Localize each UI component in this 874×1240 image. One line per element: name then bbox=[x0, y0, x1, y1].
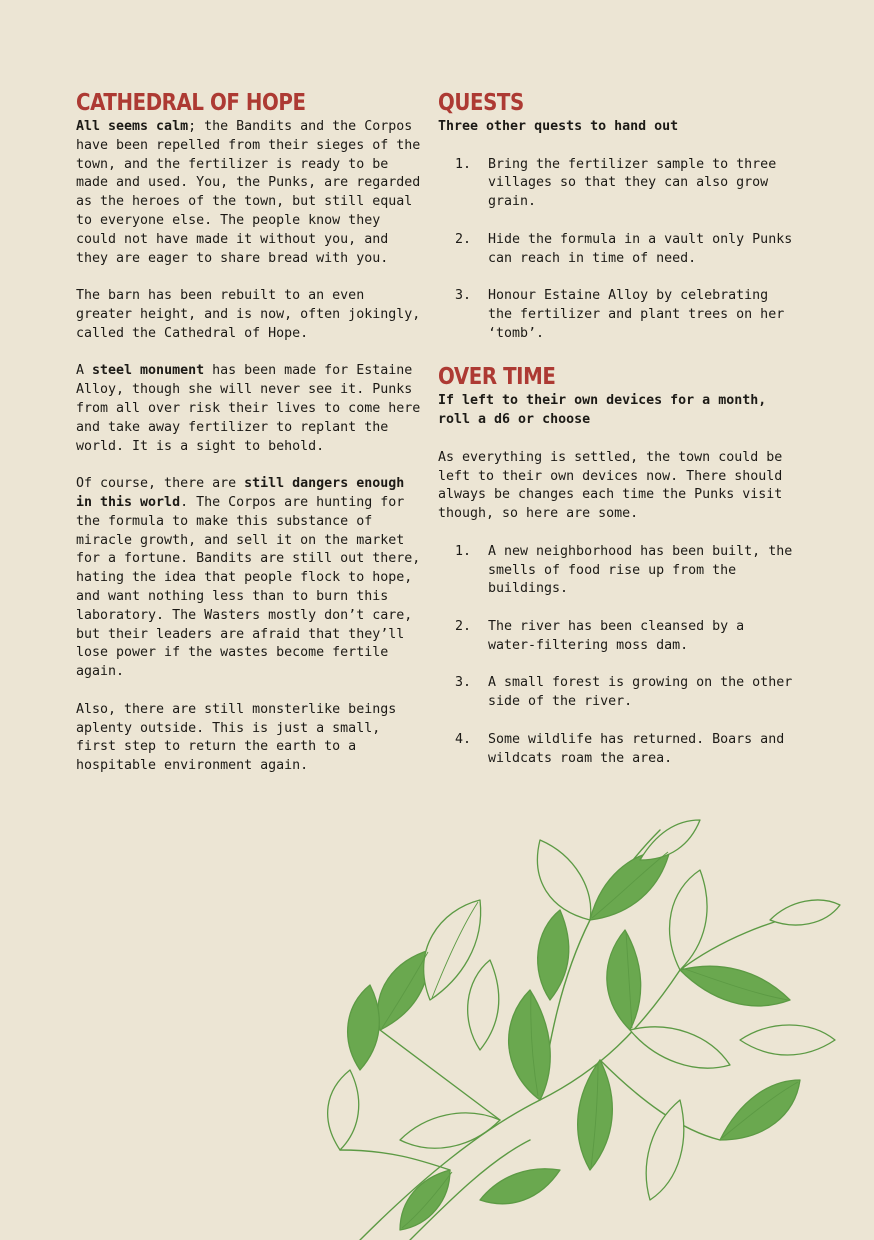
list-item: 2. The river has been cleansed by a water-filtering moss dam. bbox=[455, 618, 745, 653]
quests-list bbox=[438, 156, 798, 344]
left-column bbox=[76, 88, 421, 795]
paragraph-monsters: Also, there are still monsterlike beings aplenty outside. This is just a small, first step to return the earth to a hospitable environment again. bbox=[76, 701, 397, 774]
paragraph-dangers: Of course, there are still dangers enough in this world. The Corpos are hunting for the formula to make this substance of miracle growth, and sell it on the market for a fortune. Bandits are still out there, hating the idea that people flock to hope, and want nothing less than to burn this laboratory. The Wasters mostly don’t care, but their leaders are afraid that they’ll lose power if the wastes become fertile again. bbox=[76, 476, 421, 680]
list-item: 2. Hide the formula in a vault only Punks can reach in time of need. bbox=[455, 231, 793, 266]
list-item: 1. A new neighborhood has been built, the smells of food rise up from the buildings. bbox=[455, 543, 793, 597]
paragraph-monument: A steel monument has been made for Estaine Alloy, though she will never see it. Punks from all over risk their lives to come here and take away fertilizer to replant the world. It is a sight to behold. bbox=[76, 363, 421, 454]
section-title-cathedral: CATHEDRAL OF HOPE bbox=[76, 90, 306, 116]
over-time-intro: As everything is settled, the town could be left to their own devices now. There should always be changes each time the Punks visit though, so here are some. bbox=[438, 449, 783, 522]
paragraph-calm: All seems calm; the Bandits and the Corpos have been repelled from their sieges of the town, and the fertilizer is ready to be made and used. You, the Punks, are regarded as the heroes of the town, but still equal to everyone else. The people know they could not have made it without you, and they are eager to share bread with you. bbox=[76, 119, 421, 266]
over-time-list bbox=[438, 543, 798, 769]
list-item: 3. A small forest is growing on the other side of the river. bbox=[455, 675, 793, 710]
quests-subtitle: Three other quests to hand out bbox=[438, 119, 679, 134]
right-column bbox=[438, 88, 798, 787]
list-item: 4. Some wildlife has returned. Boars and wildcats roam the area. bbox=[455, 731, 785, 766]
section-title-over-time: OVER TIME bbox=[438, 364, 556, 391]
list-item: 3. Honour Estaine Alloy by celebrating the fertilizer and plant trees on her ‘tomb’. bbox=[455, 288, 785, 341]
list-item: 1. Bring the fertilizer sample to three villages so that they can also grow grain. bbox=[455, 156, 777, 210]
paragraph-barn: The barn has been rebuilt to an even greater height, and is now, often jokingly, called the Cathedral of Hope. bbox=[76, 288, 421, 341]
over-time-subtitle: If left to their own devices for a month, roll a d6 or choose bbox=[438, 393, 767, 428]
vine-plant-illustration bbox=[300, 800, 860, 1240]
section-title-quests: QUESTS bbox=[438, 90, 524, 116]
